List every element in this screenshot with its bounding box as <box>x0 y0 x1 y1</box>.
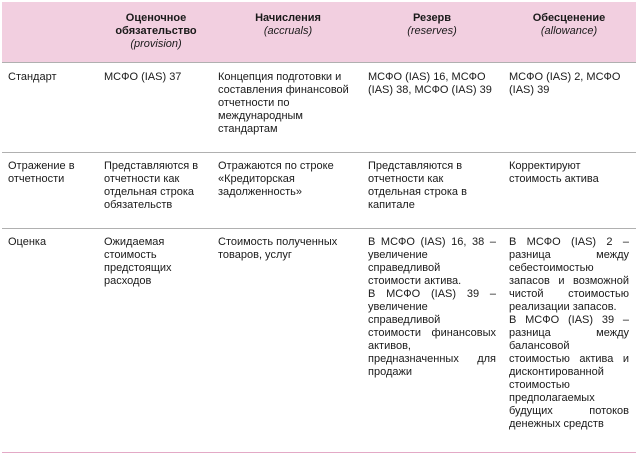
row-label: Отражение в отчетности <box>8 160 75 185</box>
cell-accruals: Отражаются по строке «Кредиторская задолженность» <box>218 160 334 198</box>
cell-reserves: МСФО (IAS) 16, МСФО (IAS) 38, МСФО (IAS) 39 <box>368 71 492 96</box>
cell-provision: Представляются в отчетности как отдельная строка обязательств <box>104 160 199 211</box>
allowance-ias2: В МСФО (IAS) 2 – разница между себестоимостью запасов и возможной чистой стоимостью реализации запасов. <box>509 236 629 313</box>
cell-allowance <box>509 236 629 431</box>
comparison-table <box>2 2 636 454</box>
allowance-ias39: В МСФО (IAS) 39 – разница между балансовой стоимостью актива и дисконтированной стоимостью предполагаемых будущих потоков денежных средств <box>509 314 629 430</box>
header-reserves: Резерв (reserves) <box>407 12 457 37</box>
divider <box>2 228 636 229</box>
cell-accruals: Концепция подготовки и составления финансовой отчетности по международным стандартам <box>218 71 349 135</box>
cell-reserves: Представляются в отчетности как отдельная строка в капитале <box>368 160 467 211</box>
cell-allowance: МСФО (IAS) 2, МСФО (IAS) 39 <box>509 71 621 96</box>
divider <box>2 152 636 153</box>
divider <box>2 62 636 63</box>
table-header <box>2 2 636 62</box>
cell-accruals: Стоимость полученных товаров, услуг <box>218 236 338 261</box>
header-allowance: Обесценение (allowance) <box>532 12 606 37</box>
cell-reserves <box>368 236 496 379</box>
row-label: Оценка <box>8 236 47 248</box>
reserves-ias16-38: В МСФО (IAS) 16, 38 – увеличение справедливой стоимости актива. <box>368 236 496 287</box>
cell-provision: Ожидаемая стоимость предстоящих расходов <box>104 236 172 287</box>
reserves-ias39: В МСФО (IAS) 39 – увеличение справедливой стоимости финансовых активов, предназначенных для продажи <box>368 288 496 378</box>
cell-provision: МСФО (IAS) 37 <box>104 71 182 83</box>
header-accruals: Начисления (accruals) <box>255 12 321 37</box>
header-provision: Оценочное обязательство (provision) <box>115 12 197 50</box>
cell-allowance: Корректируют стоимость актива <box>509 160 599 185</box>
bottom-border <box>2 452 636 453</box>
row-label: Стандарт <box>8 71 57 83</box>
